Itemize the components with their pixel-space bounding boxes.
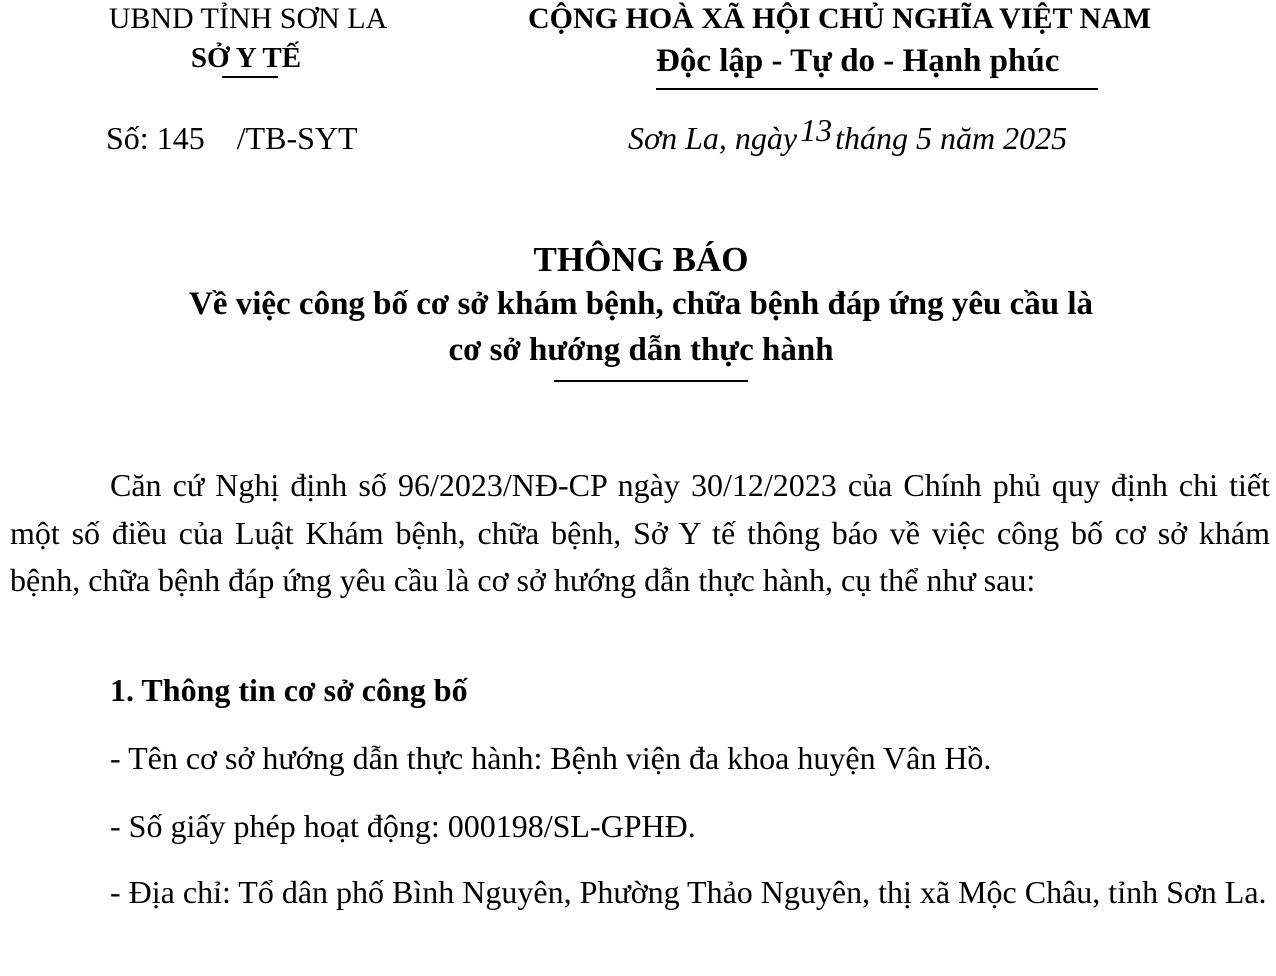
date-day: 13 [800,112,833,148]
motto-underline [656,88,1098,90]
license-number-item: - Số giấy phép hoạt động: 000198/SL-GPHĐ. [110,808,696,844]
intro-paragraph: Căn cứ Nghị định số 96/2023/NĐ-CP ngày 30/12/2023 của Chính phủ quy định chi tiết một số điều của Luật Khám bệnh, chữa bệnh, Sở Y tế thông báo về việc công bố cơ sở khám bệnh, chữa bệnh đáp ứng yêu cầu là cơ sở hướng dẫn thực hành, cụ thể như sau: [10,467,1270,598]
document-date [628,112,1068,156]
section-heading: 1. Thông tin cơ sở công bố [110,672,468,708]
country-name: CỘNG HOÀ XÃ HỘI CHỦ NGHĨA VIỆT NAM [528,2,1152,35]
document-title: THÔNG BÁO [533,240,749,279]
agency-parent: UBND TỈNH SƠN LA [108,2,388,35]
date-suffix: tháng 5 năm 2025 [835,120,1068,156]
agency-underline [222,76,278,78]
title-underline [554,380,748,382]
agency-name: SỞ Y TẾ [190,42,302,74]
date-prefix: Sơn La, ngày [628,120,798,156]
document-subject-line-1: Về việc công bố cơ sở khám bệnh, chữa bệnh đáp ứng yêu cầu là [188,286,1094,322]
document-subject-line-2: cơ sở hướng dẫn thực hành [448,332,834,368]
address-item: - Địa chỉ: Tổ dân phố Bình Nguyên, Phường Thảo Nguyên, thị xã Mộc Châu, tỉnh Sơn La. [110,874,1267,910]
facility-name-item: - Tên cơ sở hướng dẫn thực hành: Bệnh viện đa khoa huyện Vân Hồ. [110,740,992,776]
document-number: Số: 145 /TB-SYT [106,120,358,156]
national-motto: Độc lập - Tự do - Hạnh phúc [656,43,1060,79]
